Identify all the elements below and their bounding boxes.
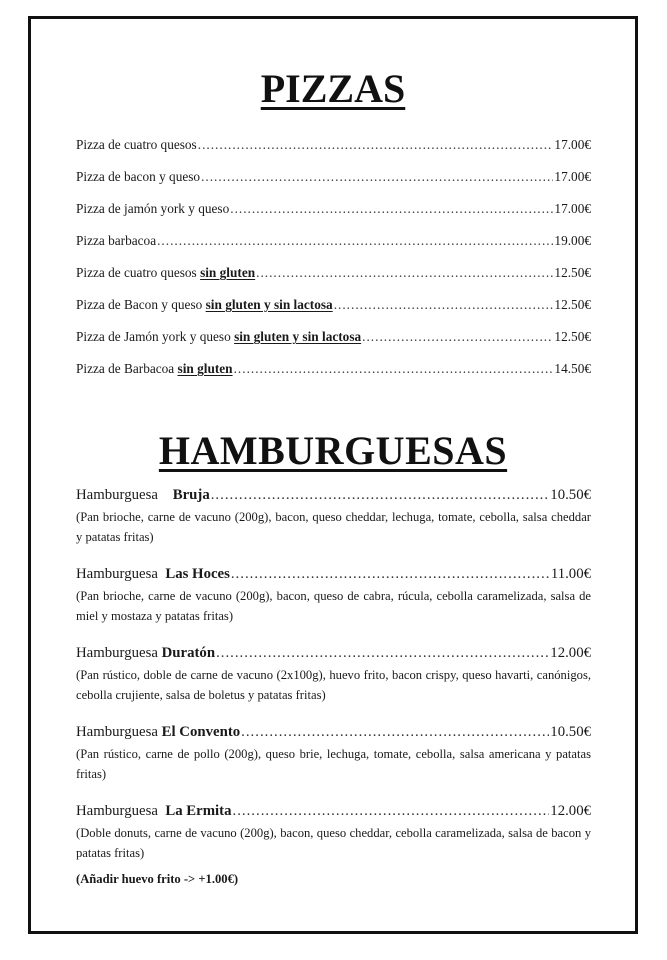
dot-leader: [157, 233, 553, 249]
burger-title: La Ermita: [165, 803, 232, 819]
dot-leader: [230, 201, 553, 217]
pizzas-title: PIZZAS: [260, 66, 406, 111]
burger-price: 10.50€: [550, 487, 591, 503]
dot-leader: [211, 487, 550, 504]
menu-page: [28, 16, 638, 934]
pizza-price: 19.00€: [554, 233, 591, 248]
burger-name: [76, 645, 215, 662]
pizza-dietary-label: sin gluten y sin lactosa: [234, 329, 362, 344]
burger-prefix: Hamburguesa: [76, 724, 158, 740]
burger-item-duraton: [76, 645, 591, 662]
dot-leader: [201, 169, 553, 185]
pizza-item-barbacoa-sin-gluten: [76, 361, 591, 377]
burger-price: 12.00€: [550, 645, 591, 661]
pizza-dietary-label: sin gluten y sin lactosa: [205, 297, 333, 312]
pizza-item-jamon-york: [76, 201, 591, 217]
burger-price: 10.50€: [550, 724, 591, 740]
burger-prefix: Hamburguesa: [76, 645, 158, 661]
burger-prefix: Hamburguesa: [76, 566, 158, 582]
pizza-price: 17.00€: [554, 169, 591, 184]
pizza-price: 12.50€: [554, 329, 591, 344]
burger-name: [76, 724, 240, 741]
dot-leader: [233, 803, 550, 820]
burger-price: 11.00€: [550, 566, 591, 582]
pizza-item-jamon-sin-gluten: [76, 329, 591, 345]
pizza-name-text: Pizza de Jamón york y queso: [76, 329, 235, 344]
burger-item-las-hoces: [76, 566, 591, 583]
burger-name: [76, 566, 230, 583]
burger-description: (Pan rústico, carne de pollo (200g), queso brie, lechuga, tomate, cebolla, salsa americana y patatas fritas): [76, 747, 591, 781]
pizza-item-barbacoa: [76, 233, 591, 249]
burger-item-la-ermita: [76, 803, 591, 820]
burger-name: [76, 803, 232, 820]
pizza-name: Pizza de bacon y queso: [76, 169, 201, 184]
pizza-item-bacon-queso: [76, 169, 591, 185]
burger-description: (Pan brioche, carne de vacuno (200g), bacon, queso de cabra, rúcula, cebolla caramelizada, salsa de miel y mostaza y patatas fritas): [76, 589, 591, 623]
burger-description: (Pan rústico, doble de carne de vacuno (2x100g), huevo frito, bacon crispy, queso havarti, canónigos, cebolla crujiente, salsa de boletus y patatas fritas): [76, 668, 591, 702]
dot-leader: [234, 361, 554, 377]
dot-leader: [216, 645, 549, 662]
dot-leader: [256, 265, 553, 281]
burger-description: (Doble donuts, carne de vacuno (200g), bacon, queso cheddar, cebolla caramelizada, salsa de bacon y patatas fritas): [76, 826, 591, 860]
pizza-dietary-label: sin gluten: [177, 361, 233, 376]
dot-leader: [198, 137, 554, 153]
burger-title: Duratón: [161, 645, 216, 661]
burger-title: Bruja: [172, 487, 210, 503]
burger-price: 12.00€: [550, 803, 591, 819]
pizza-name: Pizza barbacoa: [76, 233, 157, 248]
pizza-price: 12.50€: [554, 297, 591, 312]
pizza-name: [76, 329, 361, 345]
pizza-name-text: Pizza de Barbacoa: [76, 361, 178, 376]
burger-item-el-convento: [76, 724, 591, 741]
hamburguesas-title: HAMBURGUESAS: [158, 428, 508, 473]
burger-prefix: Hamburguesa: [76, 803, 158, 819]
burger-description: (Pan brioche, carne de vacuno (200g), bacon, queso cheddar, lechuga, tomate, cebolla, salsa cheddar y patatas fritas): [76, 510, 591, 544]
burger-prefix: Hamburguesa: [76, 487, 158, 503]
pizza-price: 17.00€: [554, 137, 591, 152]
pizza-name: [76, 297, 333, 313]
pizza-dietary-label: sin gluten: [200, 265, 256, 280]
pizza-name-text: Pizza de cuatro quesos: [76, 265, 201, 280]
burger-title: Las Hoces: [165, 566, 230, 582]
pizza-item-bacon-sin-gluten: [76, 297, 591, 313]
pizza-name: [76, 361, 233, 377]
pizza-price: 12.50€: [554, 265, 591, 280]
pizza-price: 17.00€: [554, 201, 591, 216]
dot-leader: [362, 329, 553, 345]
pizza-name: Pizza de jamón york y queso: [76, 201, 230, 216]
pizza-name-text: Pizza de Bacon y queso: [76, 297, 206, 312]
pizza-name: [76, 265, 255, 281]
pizza-item-cuatro-quesos: [76, 137, 591, 153]
dot-leader: [241, 724, 549, 741]
pizza-price: 14.50€: [554, 361, 591, 376]
dot-leader: [334, 297, 554, 313]
burger-title: El Convento: [161, 724, 241, 740]
pizza-name: Pizza de cuatro quesos: [76, 137, 197, 152]
pizza-item-cuatro-quesos-sin-gluten: [76, 265, 591, 281]
extra-egg-note: (Añadir huevo frito -> +1.00€): [76, 872, 239, 886]
dot-leader: [231, 566, 550, 583]
burger-item-bruja: [76, 487, 591, 504]
burger-name: [76, 487, 210, 504]
